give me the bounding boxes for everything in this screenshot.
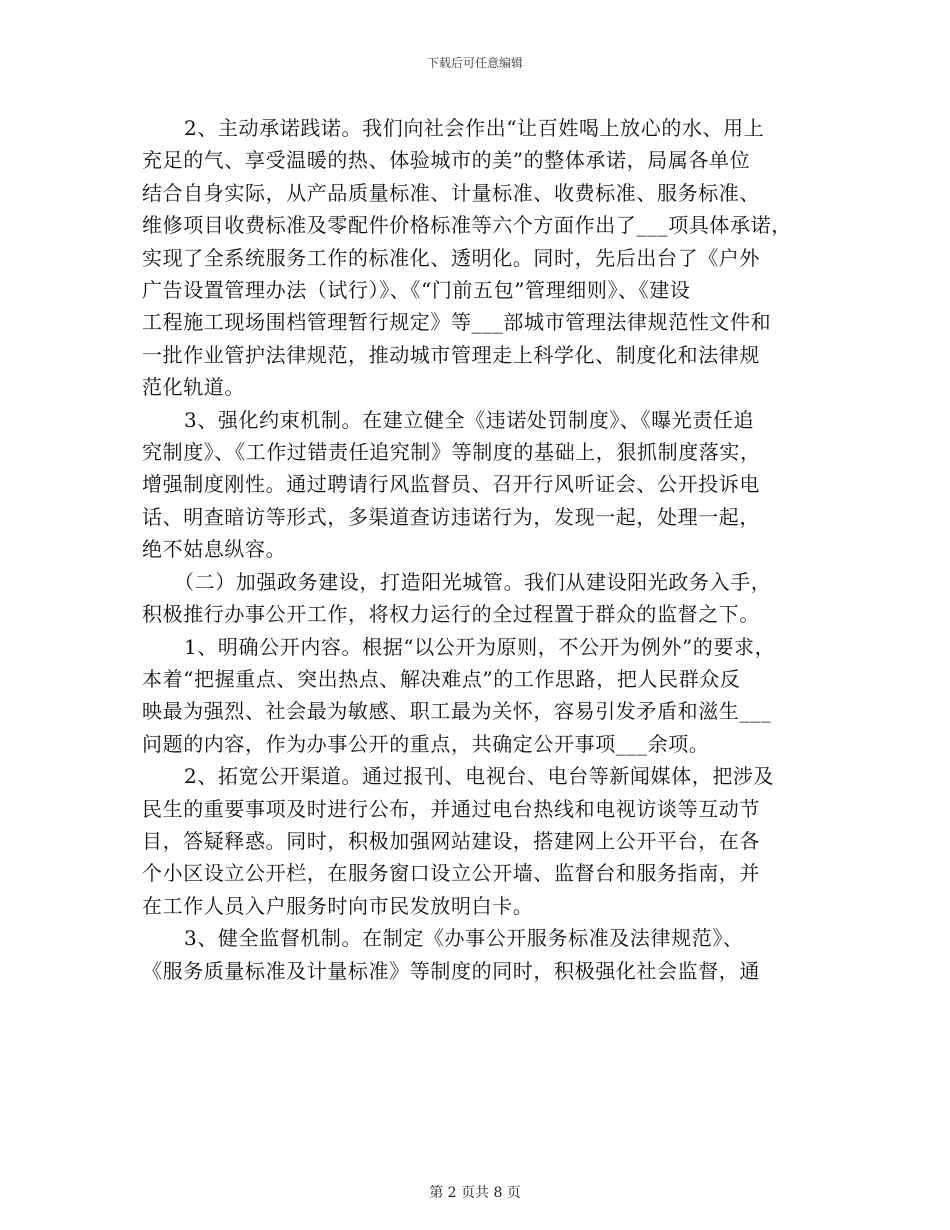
text-line: 积极推行办事公开工作，将权力运行的全过程置于群众的监督之下。 [142,602,760,627]
text-line: 究制度》、《工作过错责任追究制》等制度的基础上，狠抓制度落实， [142,440,761,465]
text-line: 实现了全系统服务工作的标准化、透明化。同时，先后出台了《户外 [142,245,760,270]
text-line: 话、明查暗访等形式，多渠道查访违诺行为，发现一起，处理一起， [142,504,760,529]
text-line: 工程施工现场围档管理暂行规定》等___部城市管理法律规范性文件和 [142,310,772,335]
text-line: 一批作业管护法律规范，推动城市管理走上科学化、制度化和法律规 [142,342,760,367]
text-line: 维修项目收费标准及零配件价格标准等六个方面作出了___项具体承诺， [142,213,792,238]
text-line: 广告设置管理办法（试行）》、《“门前五包”管理细则》、《建设 [142,278,691,303]
text-line: 3、健全监督机制。在制定《办事公开服务标准及法律规范》、 [184,926,744,951]
text-line: （二）加强政务建设，打造阳光城管。我们从建设阳光政务入手， [174,569,772,594]
text-line: 1、明确公开内容。根据“以公开为原则，不公开为例外”的要求， [184,634,776,659]
text-line: 在工作人员入户服务时向市民发放明白卡。 [142,893,534,918]
text-line: 《服务质量标准及计量标准》等制度的同时，积极强化社会监督，通 [142,958,760,983]
text-line: 3、强化约束机制。在建立健全《违诺处罚制度》、《曝光责任追 [184,407,755,432]
page-footer: 第 2 页共 8 页 [429,1185,521,1201]
text-line: 问题的内容，作为办事公开的重点，共确定公开事项___余项。 [142,731,710,756]
page-header: 下载后可任意编辑 [426,56,523,70]
text-line: 绝不姑息纵容。 [142,537,287,562]
text-line: 结合自身实际，从产品质量标准、计量标准、收费标准、服务标准、 [142,180,760,205]
text-line: 本着“把握重点、突出热点、解决难点”的工作思路，把人民群众反 [142,666,741,691]
text-line: 增强制度刚性。通过聘请行风监督员、召开行风听证会、公开投诉电 [142,472,760,497]
text-line: 充足的气、享受温暖的热、体验城市的美”的整体承诺，局属各单位 [142,148,751,173]
text-line: 目，答疑释惑。同时，积极加强网站建设，搭建网上公开平台，在各 [142,828,760,853]
text-line: 2、主动承诺践诺。我们向社会作出“让百姓喝上放心的水、用上 [184,116,765,140]
text-line: 范化轨道。 [142,375,245,400]
text-line: 2、拓宽公开渠道。通过报刊、电视台、电台等新闻媒体，把涉及 [184,764,775,789]
text-line: 个小区设立公开栏，在服务窗口设立公开墙、监督台和服务指南，并 [142,861,760,886]
document-body [142,112,807,987]
text-line: 映最为强烈、社会最为敏感、职工最为关怀，容易引发矛盾和滋生___ [142,699,772,724]
text-line: 民生的重要事项及时进行公布，并通过电台热线和电视访谈等互动节 [142,796,760,821]
